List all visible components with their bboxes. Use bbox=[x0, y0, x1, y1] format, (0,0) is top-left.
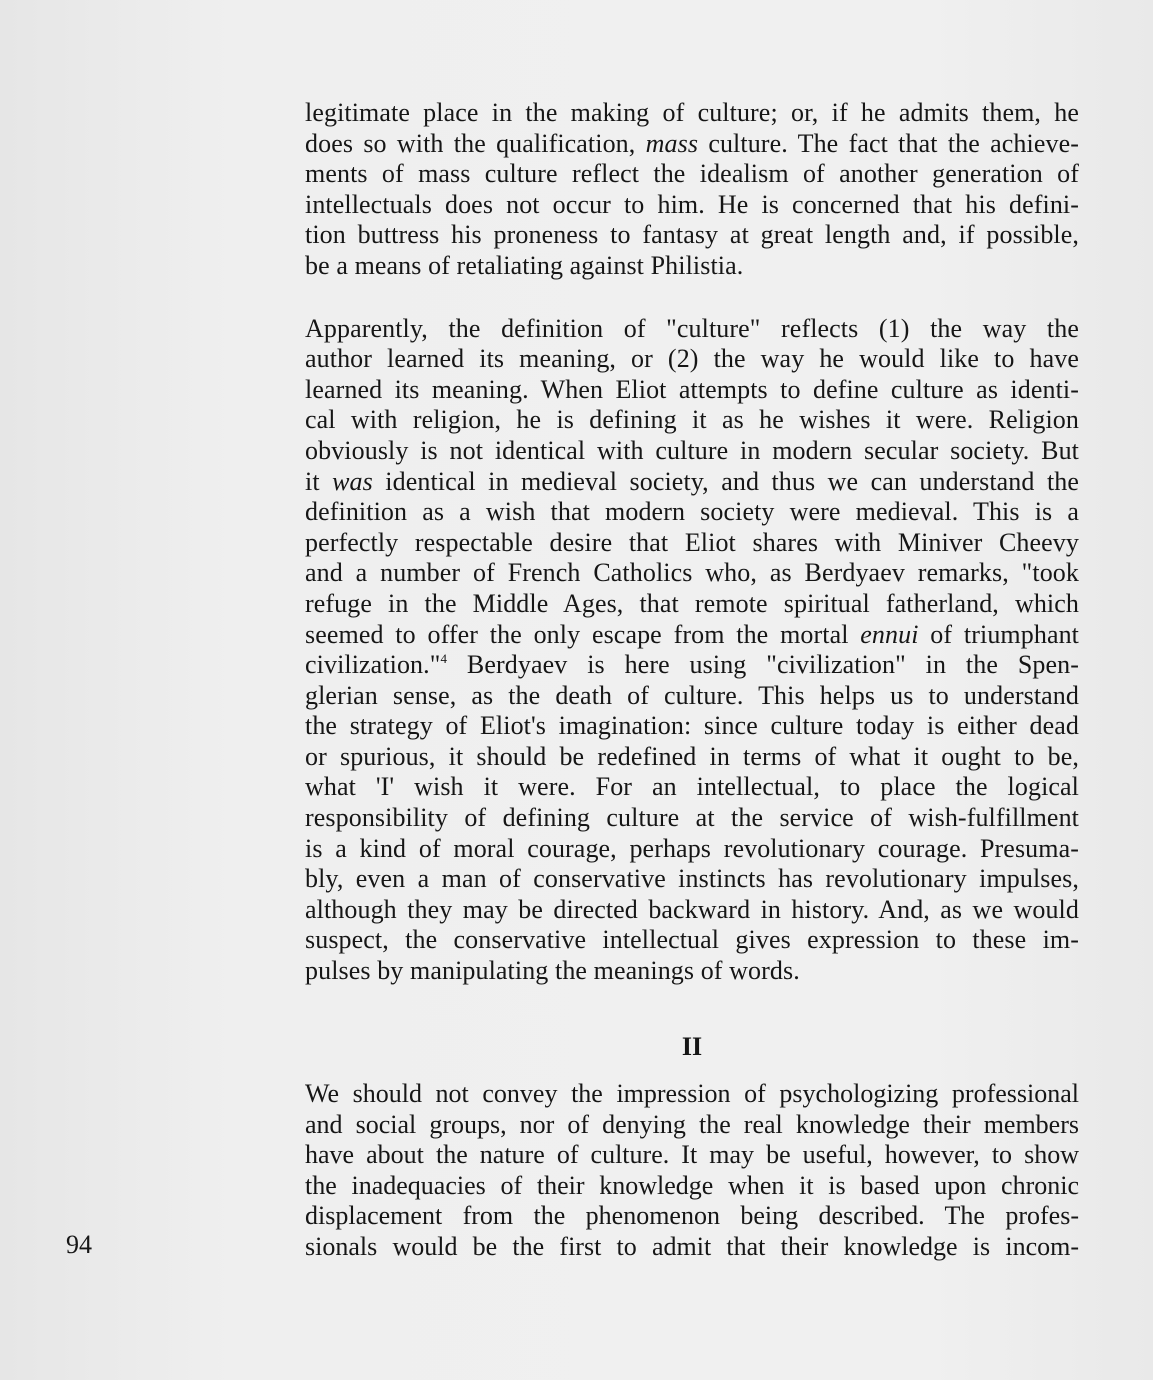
text-line: have about the nature of culture. It may be useful, however, to show bbox=[305, 1140, 1079, 1170]
text-line: Apparently, the definition of "culture" reflects (1) the way the bbox=[305, 313, 1079, 343]
text-line: civilization."$^4$ Berdyaev is here using "civilization" in the Spen- bbox=[305, 650, 1079, 680]
text-line: sionals would be the first to admit that their knowledge is incom- bbox=[305, 1231, 1079, 1261]
text-line: bly, even a man of conservative instincts has revolutionary impulses, bbox=[305, 864, 1079, 894]
text-line: does so with the qualification, mass culture. The fact that the achieve- bbox=[305, 128, 1079, 158]
text-line: and social groups, nor of denying the real knowledge their members bbox=[305, 1109, 1079, 1139]
section-two-text bbox=[305, 1079, 1079, 1263]
text-line: the strategy of Eliot's imagination: since culture today is either dead bbox=[305, 711, 1079, 741]
text-line: obviously is not identical with culture in modern secular society. But bbox=[305, 435, 1079, 465]
page-number: 94 bbox=[66, 1230, 92, 1259]
text-line: responsibility of defining culture at the service of wish-fulfillment bbox=[305, 803, 1079, 833]
text-line: the inadequacies of their knowledge when it is based upon chronic bbox=[305, 1170, 1079, 1200]
text-line: it was identical in medieval society, and thus we can understand the bbox=[305, 466, 1080, 496]
italic-term: ennui bbox=[860, 619, 919, 649]
text-line: is a kind of moral courage, perhaps revolutionary courage. Presuma- bbox=[305, 833, 1079, 863]
body-text bbox=[305, 98, 1079, 987]
text-line: displacement from the phenomenon being described. The profes- bbox=[305, 1201, 1079, 1231]
text-line: ments of mass culture reflect the idealism of another generation of bbox=[305, 159, 1079, 189]
text-line: tion buttress his proneness to fantasy at great length and, if possible, bbox=[305, 220, 1079, 250]
text-line: suspect, the conservative intellectual gives expression to these im- bbox=[305, 925, 1079, 955]
text-line: seemed to offer the only escape from the mortal ennui of triumphant bbox=[305, 619, 1080, 649]
text-line: learned its meaning. When Eliot attempts to define culture as identi- bbox=[305, 374, 1079, 404]
text-line: pulses by manipulating the meanings of words. bbox=[305, 956, 800, 986]
text-line: legitimate place in the making of culture; or, if he admits them, he bbox=[305, 98, 1079, 127]
text-line: although they may be directed backward in history. And, as we would bbox=[305, 894, 1079, 924]
text-line: refuge in the Middle Ages, that remote spiritual fatherland, which bbox=[305, 588, 1079, 618]
section-heading: II bbox=[681, 1032, 703, 1061]
text-line: glerian sense, as the death of culture. This helps us to understand bbox=[305, 680, 1079, 710]
text-line: be a means of retaliating against Philistia. bbox=[305, 250, 744, 280]
text-line: We should not convey the impression of psychologizing professional bbox=[305, 1079, 1079, 1108]
text-line: intellectuals does not occur to him. He is concerned that his defini- bbox=[305, 189, 1079, 219]
text-line: what 'I' wish it were. For an intellectual, to place the logical bbox=[305, 772, 1079, 802]
text-line: definition as a wish that modern society were medieval. This is a bbox=[305, 497, 1079, 527]
text-line: author learned its meaning, or (2) the way he would like to have bbox=[305, 344, 1079, 374]
italic-term: mass bbox=[645, 128, 699, 158]
text-line: and a number of French Catholics who, as Berdyaev remarks, "took bbox=[305, 558, 1079, 588]
text-line: cal with religion, he is defining it as he wishes it were. Religion bbox=[305, 405, 1079, 435]
paragraph-gap bbox=[305, 282, 1079, 314]
text-line: perfectly respectable desire that Eliot shares with Miniver Cheevy bbox=[305, 527, 1079, 557]
italic-term: was bbox=[332, 466, 373, 496]
footnote-marker: 4 bbox=[440, 651, 448, 667]
text-line: or spurious, it should be redefined in terms of what it ought to be, bbox=[305, 741, 1079, 771]
